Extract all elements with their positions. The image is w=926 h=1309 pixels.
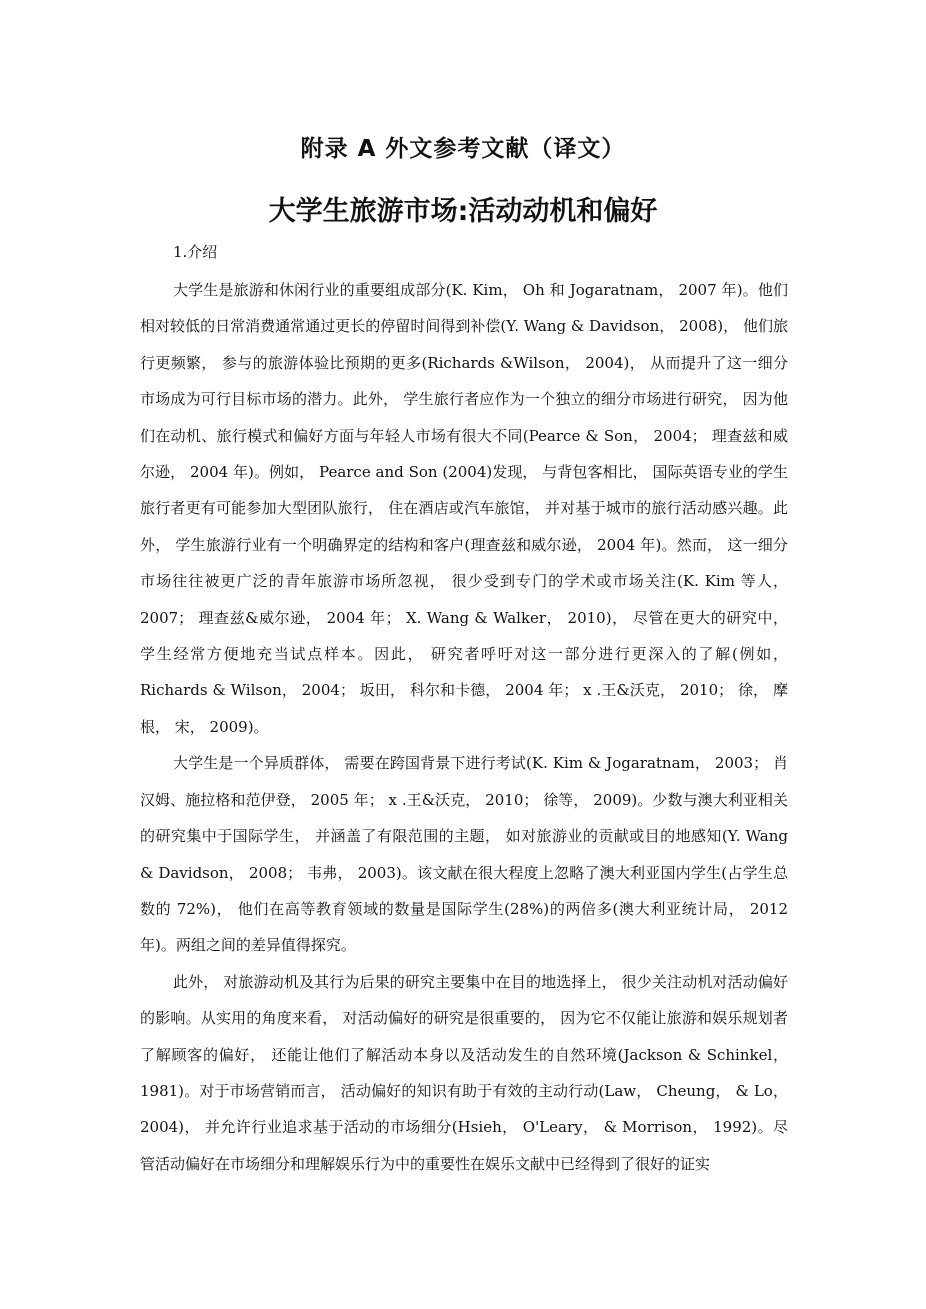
paragraph: 大学生是旅游和休闲行业的重要组成部分(K. Kim， Oh 和 Jogaratnam， 2007 年)。他们相对较低的日常消费通常通过更长的停留时间得到补偿(Y. Wang & Davidson， 2008)， 他们旅行更频繁， 参与的旅游体验比预期的更多(Richards &Wilson， 2004)， 从而提升了这一细分市场成为可行目标市场的潜力。此外， 学生旅行者应作为一个独立的细分市场进行研究， 因为他们在动机、旅行模式和偏好方面与年轻人市场有很大不同(Pearce & Son， 2004； 理查兹和威尔逊， 2004 年)。例如， Pearce and Son (2004)发现， 与背包客相比， 国际英语专业的学生旅行者更有可能参加大型团队旅行， 住在酒店或汽车旅馆， 并对基于城市的旅行活动感兴趣。此外， 学生旅游行业有一个明确界定的结构和客户(理查兹和威尔逊， 2004 年)。然而， 这一细分市场往往被更广泛的青年旅游市场所忽视， 很少受到专门的学术或市场关注(K. Kim 等人， 2007； 理查兹&威尔逊， 2004 年； X. Wang & Walker， 2010)， 尽管在更大的研究中， 学生经常方便地充当试点样本。因此， 研究者呼吁对这一部分进行更深入的了解(例如， Richards & Wilson， 2004； 坂田， 科尔和卡德， 2004 年； x .王&沃克， 2010； 徐， 摩根， 宋， 2009)。 [140, 281, 788, 736]
paragraph: 大学生是一个异质群体， 需要在跨国背景下进行考试(K. Kim & Jogaratnam， 2003； 肖汉姆、施拉格和范伊登， 2005 年； x .王&沃克， 2010； 徐等， 2009)。少数与澳大利亚相关的研究集中于国际学生， 并涵盖了有限范围的主题， 如对旅游业的贡献或目的地感知(Y. Wang & Davidson， 2008； 韦弗， 2003)。该文献在很大程度上忽略了澳大利亚国内学生(占学生总数的 72%)， 他们在高等教育领域的数量是国际学生(28%)的两倍多(澳大利亚统计局， 2012 年)。两组之间的差异值得探究。 [140, 754, 788, 955]
section-heading: 1.介绍 [173, 243, 218, 261]
document-title: 大学生旅游市场:活动动机和偏好 [268, 196, 658, 227]
paragraph: 此外， 对旅游动机及其行为后果的研究主要集中在目的地选择上， 很少关注动机对活动偏好的影响。从实用的角度来看， 对活动偏好的研究是很重要的， 因为它不仅能让旅游和娱乐规划者了解顾客的偏好， 还能让他们了解活动本身以及活动发生的自然环境(Jackson & Schinkel， 1981)。对于市场营销而言， 活动偏好的知识有助于有效的主动行动(Law， Cheung， & Lo， 2004)， 并允许行业追求基于活动的市场细分(Hsieh， O'Leary， & Morrison， 1992)。尽管活动偏好在市场细分和理解娱乐行为中的重要性在娱乐文献中已经得到了很好的证实 [140, 972, 788, 1173]
body-text [140, 272, 788, 1182]
appendix-title: 附录 A 外文参考文献（译文） [300, 136, 626, 162]
